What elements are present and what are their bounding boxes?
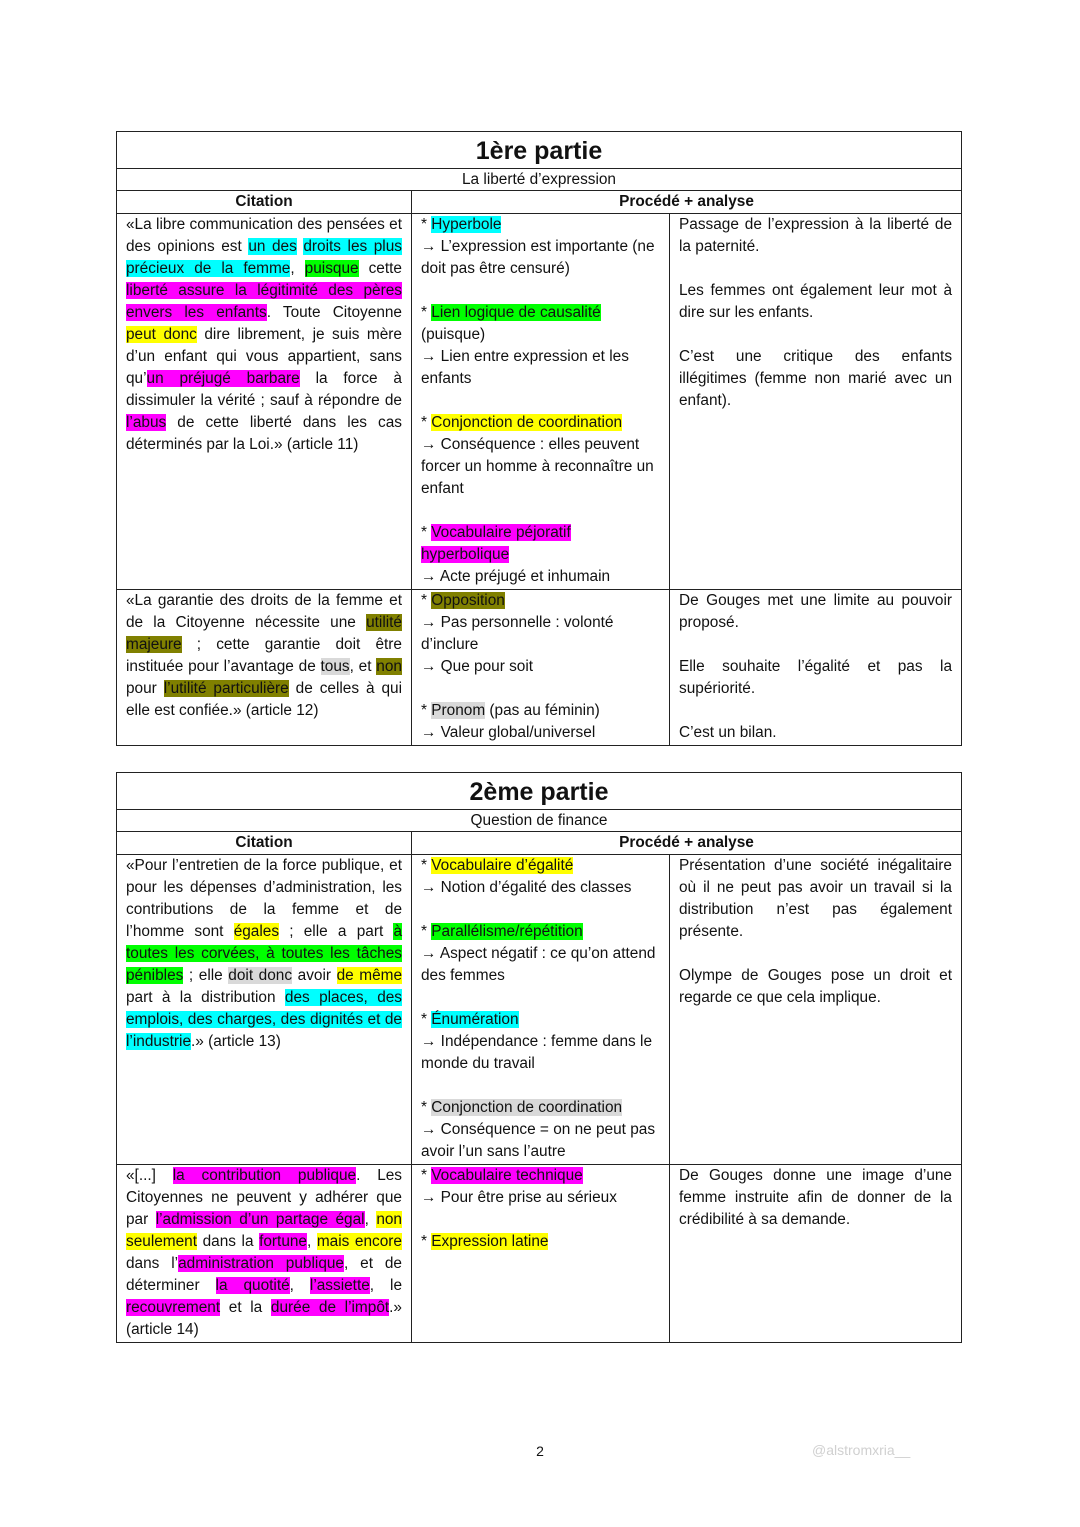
procede-item: * Vocabulaire technique → Pour être prise au sérieux bbox=[421, 1165, 660, 1209]
part1-row1-procedes bbox=[412, 214, 670, 590]
part1-row2-procedes bbox=[412, 590, 670, 746]
citation-text: de celles à qui elle est confiée.» (article 12) bbox=[126, 680, 402, 719]
citation-text: «La libre communication des pensées et des opinions est bbox=[126, 216, 402, 255]
part1-row1-citation bbox=[117, 214, 412, 590]
citation-text: ; elle bbox=[183, 967, 229, 984]
highlighted-text: la contribution publique bbox=[172, 1167, 357, 1184]
citation-text: avoir bbox=[292, 967, 337, 984]
citation-text: dans la bbox=[197, 1233, 260, 1250]
part1-row1-analyse bbox=[670, 214, 962, 590]
procede-item: * Hyperbole → L’expression est importante (ne doit pas être censuré) bbox=[421, 214, 660, 280]
procede-name: Vocabulaire d’égalité bbox=[431, 857, 574, 874]
part2-header-citation: Citation bbox=[117, 832, 412, 855]
procede-item: * Conjonction de coordination → Conséquence : elles peuvent forcer un homme à reconnaître un enfant bbox=[421, 412, 660, 500]
procede-item: * Vocabulaire péjoratif hyperbolique → Acte préjugé et inhumain bbox=[421, 522, 660, 588]
procede-line: → Notion d’égalité des classes bbox=[421, 879, 632, 896]
procede-name: Hyperbole bbox=[431, 216, 502, 233]
procede-suffix: (pas au féminin) bbox=[485, 702, 600, 719]
citation-text: part à la distribution bbox=[126, 989, 285, 1006]
procede-line: → Pour être prise au sérieux bbox=[421, 1189, 617, 1206]
procede-item: * Parallélisme/répétition → Aspect négatif : ce qu’on attend des femmes bbox=[421, 921, 660, 987]
procede-line: → Valeur global/universel bbox=[421, 724, 596, 741]
highlighted-text: fortune bbox=[259, 1233, 307, 1250]
part1-row2-analyse bbox=[670, 590, 962, 746]
citation-text: ; cette garantie doit être instituée pour l’avantage de bbox=[126, 636, 402, 675]
citation-text: , bbox=[307, 1233, 317, 1250]
part2-row2-analyse bbox=[670, 1165, 962, 1343]
analyse-paragraph: C’est une critique des enfants illégitimes (femme non marié avec un enfant). bbox=[679, 348, 953, 409]
procede-name: Conjonction de coordination bbox=[431, 414, 623, 431]
highlighted-text: l’abus bbox=[126, 414, 167, 431]
procede-item: * Pronom (pas au féminin) → Valeur global/universel bbox=[421, 700, 660, 744]
citation-text: .» (article 14) bbox=[126, 1299, 402, 1338]
procede-name: Lien logique de causalité bbox=[431, 304, 601, 321]
procede-item: * Lien logique de causalité (puisque) → Lien entre expression et les enfants bbox=[421, 302, 660, 390]
citation-text: «Pour l’entretien de la force publique, et pour les dépenses d’administration, les contributions de la femme et de l’homme sont bbox=[126, 857, 402, 940]
procede-name: Opposition bbox=[431, 592, 505, 609]
page-number: 2 bbox=[536, 1443, 544, 1459]
citation-text: et la bbox=[220, 1299, 271, 1316]
watermark: @alstromxria__ bbox=[812, 1442, 911, 1458]
part1-row2-citation bbox=[117, 590, 412, 746]
procede-line: → Conséquence : elles peuvent forcer un homme à reconnaître un enfant bbox=[421, 436, 654, 497]
highlighted-text: doit donc bbox=[228, 967, 293, 984]
citation-text: , bbox=[290, 260, 305, 277]
part1-header-procede: Procédé + analyse bbox=[412, 191, 962, 214]
procede-item: * Opposition → Pas personnelle : volonté d’inclure → Que pour soit bbox=[421, 590, 660, 678]
highlighted-text: l’assiette bbox=[309, 1277, 370, 1294]
citation-text: dans l’ bbox=[126, 1255, 179, 1272]
highlighted-text: mais encore bbox=[316, 1233, 402, 1250]
procede-line: (puisque) bbox=[421, 326, 486, 343]
part2-row2-procedes bbox=[412, 1165, 670, 1343]
analyse-paragraph: De Gouges donne une image d’une femme instruite afin de donner de la crédibilité à sa demande. bbox=[679, 1167, 952, 1228]
highlighted-text: de même bbox=[336, 967, 403, 984]
highlighted-text: utilité majeure bbox=[126, 614, 402, 653]
citation-text: «La garantie des droits de la femme et de la Citoyenne nécessite une bbox=[126, 592, 402, 631]
citation-text: la force à dissimuler la vérité ; sauf à répondre de bbox=[126, 370, 402, 409]
highlighted-text: tous bbox=[320, 658, 350, 675]
citation-text: . Toute Citoyenne bbox=[266, 304, 402, 321]
highlighted-text: peut donc bbox=[126, 326, 197, 343]
part2-row1-analyse bbox=[670, 855, 962, 1165]
procede-item: * Expression latine bbox=[421, 1233, 549, 1250]
procede-line: → Conséquence = on ne peut pas avoir l’un sans l’autre bbox=[421, 1121, 656, 1160]
highlighted-text: l’utilité particulière bbox=[163, 680, 289, 697]
procede-name: Expression latine bbox=[431, 1233, 549, 1250]
highlighted-text: des places, des emplois, des charges, des dignités et de l’industrie bbox=[126, 989, 403, 1050]
procede-name: Énumération bbox=[431, 1011, 519, 1028]
analyse-paragraph: Passage de l’expression à la liberté de la paternité. bbox=[679, 216, 953, 255]
highlighted-text: droits les plus précieux de la femme bbox=[126, 238, 402, 277]
citation-text: , bbox=[289, 1277, 310, 1294]
highlighted-text: durée de l’impôt bbox=[270, 1299, 390, 1316]
procede-item: * Vocabulaire d’égalité → Notion d’égalité des classes bbox=[421, 855, 660, 899]
part2-title: 2ème partie bbox=[117, 773, 962, 810]
highlighted-text: égales bbox=[233, 923, 280, 940]
citation-text: , le bbox=[369, 1277, 403, 1294]
citation-text: , et de déterminer bbox=[126, 1255, 402, 1294]
citation-text: .» (article 13) bbox=[191, 1033, 281, 1050]
part1-header-citation: Citation bbox=[117, 191, 412, 214]
analyse-paragraph: De Gouges met une limite au pouvoir proposé. bbox=[679, 592, 953, 631]
citation-text: , et bbox=[349, 658, 377, 675]
citation-text: . Les Citoyennes ne peuvent y adhérer que par bbox=[126, 1167, 403, 1228]
procede-item: * Énumération → Indépendance : femme dans le monde du travail bbox=[421, 1009, 660, 1075]
citation-text: , bbox=[364, 1211, 377, 1228]
citation-text: de cette liberté dans les cas déterminés par la Loi.» (article 11) bbox=[126, 414, 402, 453]
citation-text: dire librement, je suis mère d’un enfant qui vous appartient, sans qu’ bbox=[126, 326, 402, 387]
highlighted-text: puisque bbox=[304, 260, 359, 277]
part2-header-procede: Procédé + analyse bbox=[412, 832, 962, 855]
part1-title: 1ère partie bbox=[117, 132, 962, 169]
citation-text: cette bbox=[358, 260, 402, 277]
procede-line: → Lien entre expression et les enfants bbox=[421, 348, 629, 387]
part1-subtitle: La liberté d’expression bbox=[117, 169, 962, 191]
highlighted-text: administration publique bbox=[178, 1255, 344, 1272]
analyse-paragraph: Les femmes ont également leur mot à dire sur les enfants. bbox=[679, 282, 953, 321]
procede-line: → L’expression est importante (ne doit pas être censuré) bbox=[421, 238, 655, 277]
procede-name: Vocabulaire technique bbox=[431, 1167, 583, 1184]
part2-subtitle: Question de finance bbox=[117, 810, 962, 832]
highlighted-text: non bbox=[376, 658, 402, 675]
citation-text: «[...] bbox=[126, 1167, 173, 1184]
procede-line: → Aspect négatif : ce qu’on attend des femmes bbox=[421, 945, 656, 984]
part2-table bbox=[116, 772, 962, 1343]
citation-text: pour bbox=[126, 680, 164, 697]
highlighted-text: un préjugé barbare bbox=[146, 370, 300, 387]
analyse-paragraph: Olympe de Gouges pose un droit et regarde ce que cela implique. bbox=[679, 967, 952, 1006]
highlighted-text: l’admission d’un partage égal bbox=[155, 1211, 365, 1228]
analyse-paragraph: Présentation d’une société inégalitaire où il ne peut pas avoir un travail si la distribution n’est pas également présente. bbox=[679, 857, 952, 940]
procede-name: Conjonction de coordination bbox=[431, 1099, 623, 1116]
procede-name: Parallélisme/répétition bbox=[431, 923, 583, 940]
highlighted-text: recouvrement bbox=[126, 1299, 221, 1316]
procede-line: → Que pour soit bbox=[421, 658, 534, 675]
procede-line: → Pas personnelle : volonté d’inclure bbox=[421, 614, 614, 653]
part2-row2-citation bbox=[117, 1165, 412, 1343]
part2-row1-citation bbox=[117, 855, 412, 1165]
highlighted-text: non seulement bbox=[126, 1211, 402, 1250]
analyse-paragraph: Elle souhaite l’égalité et pas la supériorité. bbox=[679, 658, 953, 697]
analyse-paragraph: C’est un bilan. bbox=[679, 724, 777, 741]
procede-line: → Acte préjugé et inhumain bbox=[421, 568, 611, 585]
procede-name: Vocabulaire péjoratif hyperbolique bbox=[421, 524, 571, 563]
procede-item: * Conjonction de coordination → Conséquence = on ne peut pas avoir l’un sans l’autre bbox=[421, 1097, 660, 1163]
part2-row1-procedes bbox=[412, 855, 670, 1165]
part1-table bbox=[116, 131, 962, 746]
procede-name: Pronom bbox=[431, 702, 486, 719]
procede-line: → Indépendance : femme dans le monde du travail bbox=[421, 1033, 653, 1072]
highlighted-text: un des bbox=[248, 238, 297, 255]
highlighted-text: à toutes les corvées, à toutes les tâches pénibles bbox=[126, 923, 402, 984]
citation-text: ; elle a part bbox=[279, 923, 394, 940]
highlighted-text: la quotité bbox=[215, 1277, 290, 1294]
highlighted-text: liberté assure la légitimité des pères envers les enfants bbox=[126, 282, 402, 321]
